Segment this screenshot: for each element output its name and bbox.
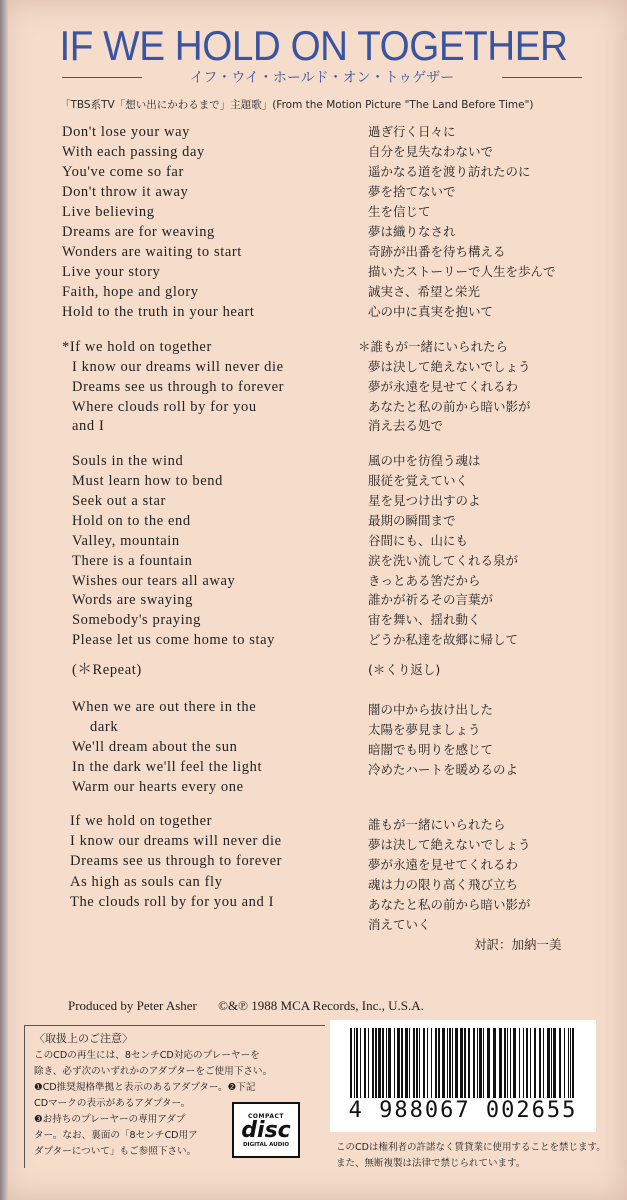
barcode-bar [354,1028,355,1106]
lyric-line-jp: 風の中を彷徨う魂は [368,453,481,468]
lyric-line-jp: 暗闇でも明りを感じて [368,742,494,757]
barcode-bar [394,1028,395,1106]
lyric-line-en: Faith, hope and glory [62,284,199,300]
handling-note-line: ❸お持ちのプレーヤーの専用アダプ [34,1114,186,1125]
translator-credit: 対訳：加納一美 [474,937,562,952]
lyric-line-en: I know our dreams will never die [72,359,284,375]
lyric-line-en: Dreams are for weaving [62,224,215,240]
lyric-line-en: With each passing day [62,144,205,160]
barcode-bar [534,1028,536,1106]
barcode-bar [493,1028,496,1106]
barcode-bar [468,1028,470,1106]
lyric-line-jp: 冷めたハートを暖めるのよ [368,762,519,777]
barcode-bar [423,1028,425,1106]
barcode-bar [388,1028,391,1106]
barcode-bar [499,1028,502,1106]
handling-note-line: このCDの再生には、8センチCD対応のプレーヤーを [34,1050,260,1061]
handling-note-line: ❶CD推奨規格準拠と表示のあるアダプター。❷下記 [34,1082,256,1093]
lyric-line-en: *If we hold on together [62,339,212,355]
paper-edge [0,0,8,1200]
compact-disc-logo [232,1102,300,1158]
barcode-bar [386,1028,387,1106]
lyric-line-en: Hold to the truth in your heart [62,304,255,320]
barcode-bar [547,1028,550,1106]
barcode-bar [375,1028,377,1106]
song-title: IF WE HOLD ON TOGETHER [59,22,568,69]
lyric-line-en: We'll dream about the sun [72,739,238,755]
lyric-line-en: Don't throw it away [62,184,189,200]
barcode-bar [372,1028,374,1106]
barcode-bar [449,1028,451,1106]
handling-note-line: 除き、必ず次のいずれかのアダプターをご使用下さい。 [34,1066,273,1077]
lyric-line-jp: 夢は決して絶えないでしょう [368,359,531,374]
production-credit [68,998,442,1014]
lyric-line-jp: どうか私達を故郷に帰して [368,632,519,647]
barcode-bar [551,1028,552,1106]
lyric-line-en: (＊Repeat) [72,662,142,678]
barcode-bar [356,1028,358,1106]
lyric-line-en: Warm our hearts every one [72,779,244,795]
lyric-line-en: Seek out a star [72,493,166,509]
lyric-line-jp: あなたと私の前から暗い影が [368,897,531,912]
lyric-line-en: Must learn how to bend [72,473,223,489]
barcode-bar [427,1028,428,1106]
lyric-line-en: and I [72,418,105,434]
lyric-line-en: Wonders are waiting to start [62,244,242,260]
cd-logo-top-text: COMPACT [248,1112,284,1120]
barcode-bar [483,1028,484,1106]
lyric-line-en: As high as souls can fly [70,874,223,890]
barcode-bar [378,1028,381,1106]
lyric-line-jp: 夢は決して絶えないでしょう [368,837,531,852]
barcode-bar [447,1028,448,1106]
barcode-bar [507,1028,508,1106]
lyric-line-en: Please let us come home to stay [72,632,276,648]
subtitle-rule-left [62,77,142,78]
subtitle-row [62,67,582,87]
barcode-bar [513,1028,516,1106]
barcode-bar [442,1028,445,1106]
subtitle-katakana: イフ・ウイ・ホールド・オン・トゥゲザー [189,70,455,86]
barcode-bar [455,1028,458,1106]
lyric-line-en: Words are swaying [72,592,193,608]
lyric-line-jp: 夢は織りなされ [368,224,456,239]
source-note: 「TBS系TV「想い出にかわるまで」主題歌」(From the Motion Picture "The Land Before Time") [60,99,534,111]
barcode-bar [477,1028,478,1106]
lyric-line-jp: 宙を舞い、揺れ動く [368,612,481,627]
barcode-bar [397,1028,400,1106]
barcode-bar [401,1028,403,1106]
barcode-bar [405,1028,408,1106]
cd-logo-bottom-text: DIGITAL AUDIO [242,1141,289,1148]
lyric-line-jp: 誰かが祈るその言葉が [368,592,494,607]
barcode-bar [413,1028,415,1106]
lyric-line-en: Wishes our tears all away [72,573,236,589]
barcode-bar [382,1028,384,1106]
lyric-line-en: I know our dreams will never die [70,833,282,849]
barcode-bar [530,1028,531,1106]
producer-text: Produced by Peter Asher [68,998,197,1013]
barcode-bar [543,1028,544,1106]
barcode-bar [364,1028,366,1106]
barcode-bar [564,1028,565,1106]
barcode-bar [559,1028,561,1106]
lyric-line-jp: 誠実さ、希望と栄光 [368,284,481,299]
lyric-line-jp: 心の中に真実を抱いて [368,304,494,319]
lyric-line-jp: 谷間にも、山にも [368,533,469,548]
barcode-bar [526,1028,528,1106]
lyric-line-en: Dreams see us through to forever [70,853,283,869]
barcode-bar [473,1028,475,1106]
lyric-line-jp: 最期の瞬間まで [368,513,456,528]
barcode-bar [487,1028,490,1106]
lyric-line-jp: (＊くり返し) [368,662,441,677]
lyric-line-jp: 魂は力の限り高く飛び立ち [368,877,519,892]
barcode-bar [523,1028,524,1106]
lyric-line-jp: 闇の中から抜け出した [368,702,494,717]
lyric-line-en: There is a fountain [72,553,193,569]
lyric-line-en: Valley, mountain [72,533,180,549]
barcode-bar [416,1028,418,1106]
lyric-line-jp: 描いたストーリーで人生を歩んで [368,264,556,279]
lyric-line-jp: 過ぎ行く日々に [368,124,456,139]
lyric-line-en: The clouds roll by for you and I [70,894,275,910]
lyric-line-jp: 星を見つけ出すのよ [368,493,481,508]
barcode-bar [360,1028,361,1106]
barcode-bar [479,1028,482,1106]
lyric-line-jp: 消え去る処で [368,418,444,433]
lyric-line-en: Dreams see us through to forever [72,379,285,395]
lyric-line-en: You've come so far [62,164,184,180]
lyric-line-en: Don't lose your way [62,124,190,140]
lyric-line-en: Live your story [62,264,161,280]
handling-note-line: CDマークの表示があるアダプター。 [34,1098,191,1109]
lyric-line-jp: 消えていく [368,917,431,932]
lyric-line-en: dark [90,719,119,735]
lyric-line-jp: 太陽を夢見ましょう [368,722,481,737]
handling-note-line: ダプターについて」もご参照下さい。 [34,1146,197,1157]
cd-logo-main-text: disc [241,1117,291,1143]
lyric-line-jp: 遥かなる道を渡り訪れたのに [368,164,531,179]
lyric-line-en: Somebody's praying [72,612,202,628]
lyric-line-jp: 涙を洗い流してくれる泉が [368,553,519,568]
lyric-line-jp: 服従を覚えていく [368,473,469,488]
barcode-bar [368,1028,369,1106]
barcode-bar [553,1028,556,1106]
lyric-line-jp: あなたと私の前から暗い影が [368,399,531,414]
lyric-line-en: When we are out there in the [72,699,257,715]
handling-note-line: ター。なお、裏面の「8センチCD用ア [34,1130,198,1141]
lyric-line-jp: 奇跡が出番を待ち構える [368,244,506,259]
barcode-bar [519,1028,520,1106]
copyright-text: ©&℗ 1988 MCA Records, Inc., U.S.A. [218,998,424,1013]
handling-notes-title: 〈取扱上のご注意〉 [34,1032,133,1045]
barcode-bar [452,1028,453,1106]
barcode-bar [435,1028,437,1106]
lyric-line-jp: きっとある筈だから [368,573,481,588]
barcode-number: 4 988067 002655 [330,1098,596,1123]
lyric-line-jp: 自分を見失なわないで [368,144,494,159]
subtitle-rule-right [502,77,582,78]
lyric-line-jp: 夢が永遠を見せてくれるわ [368,379,519,394]
lyric-line-jp: 生を信じて [368,204,431,219]
barcode-bar [409,1028,410,1106]
lyric-line-en: Where clouds roll by for you [72,399,257,415]
barcode-bar [568,1028,569,1106]
lyric-line-en: Hold on to the end [72,513,191,529]
barcode-bar [419,1028,420,1106]
lyric-line-en: Live believing [62,204,155,220]
lyric-line-jp: 夢を捨てないで [368,184,456,199]
rental-prohibition-note: このCDは権利者の許諾なく賃貸業に使用することを禁じます。また、無断複製は法律で禁じられています。 [336,1142,606,1169]
barcode-bar [438,1028,440,1106]
barcode-bar [510,1028,511,1106]
barcode-bar [431,1028,432,1106]
lyric-line-en: In the dark we'll feel the light [72,759,263,775]
lyric-line-en: If we hold on together [70,813,213,829]
barcode-bar [539,1028,541,1106]
lyric-line-en: Souls in the wind [72,453,184,469]
barcode-bar [504,1028,506,1106]
lyric-line-jp: 夢が永遠を見せてくれるわ [368,857,519,872]
lyric-line-jp: ＊誰もが一緒にいられたら [358,339,509,354]
lyric-line-jp: 誰もが一緒にいられたら [368,817,506,832]
